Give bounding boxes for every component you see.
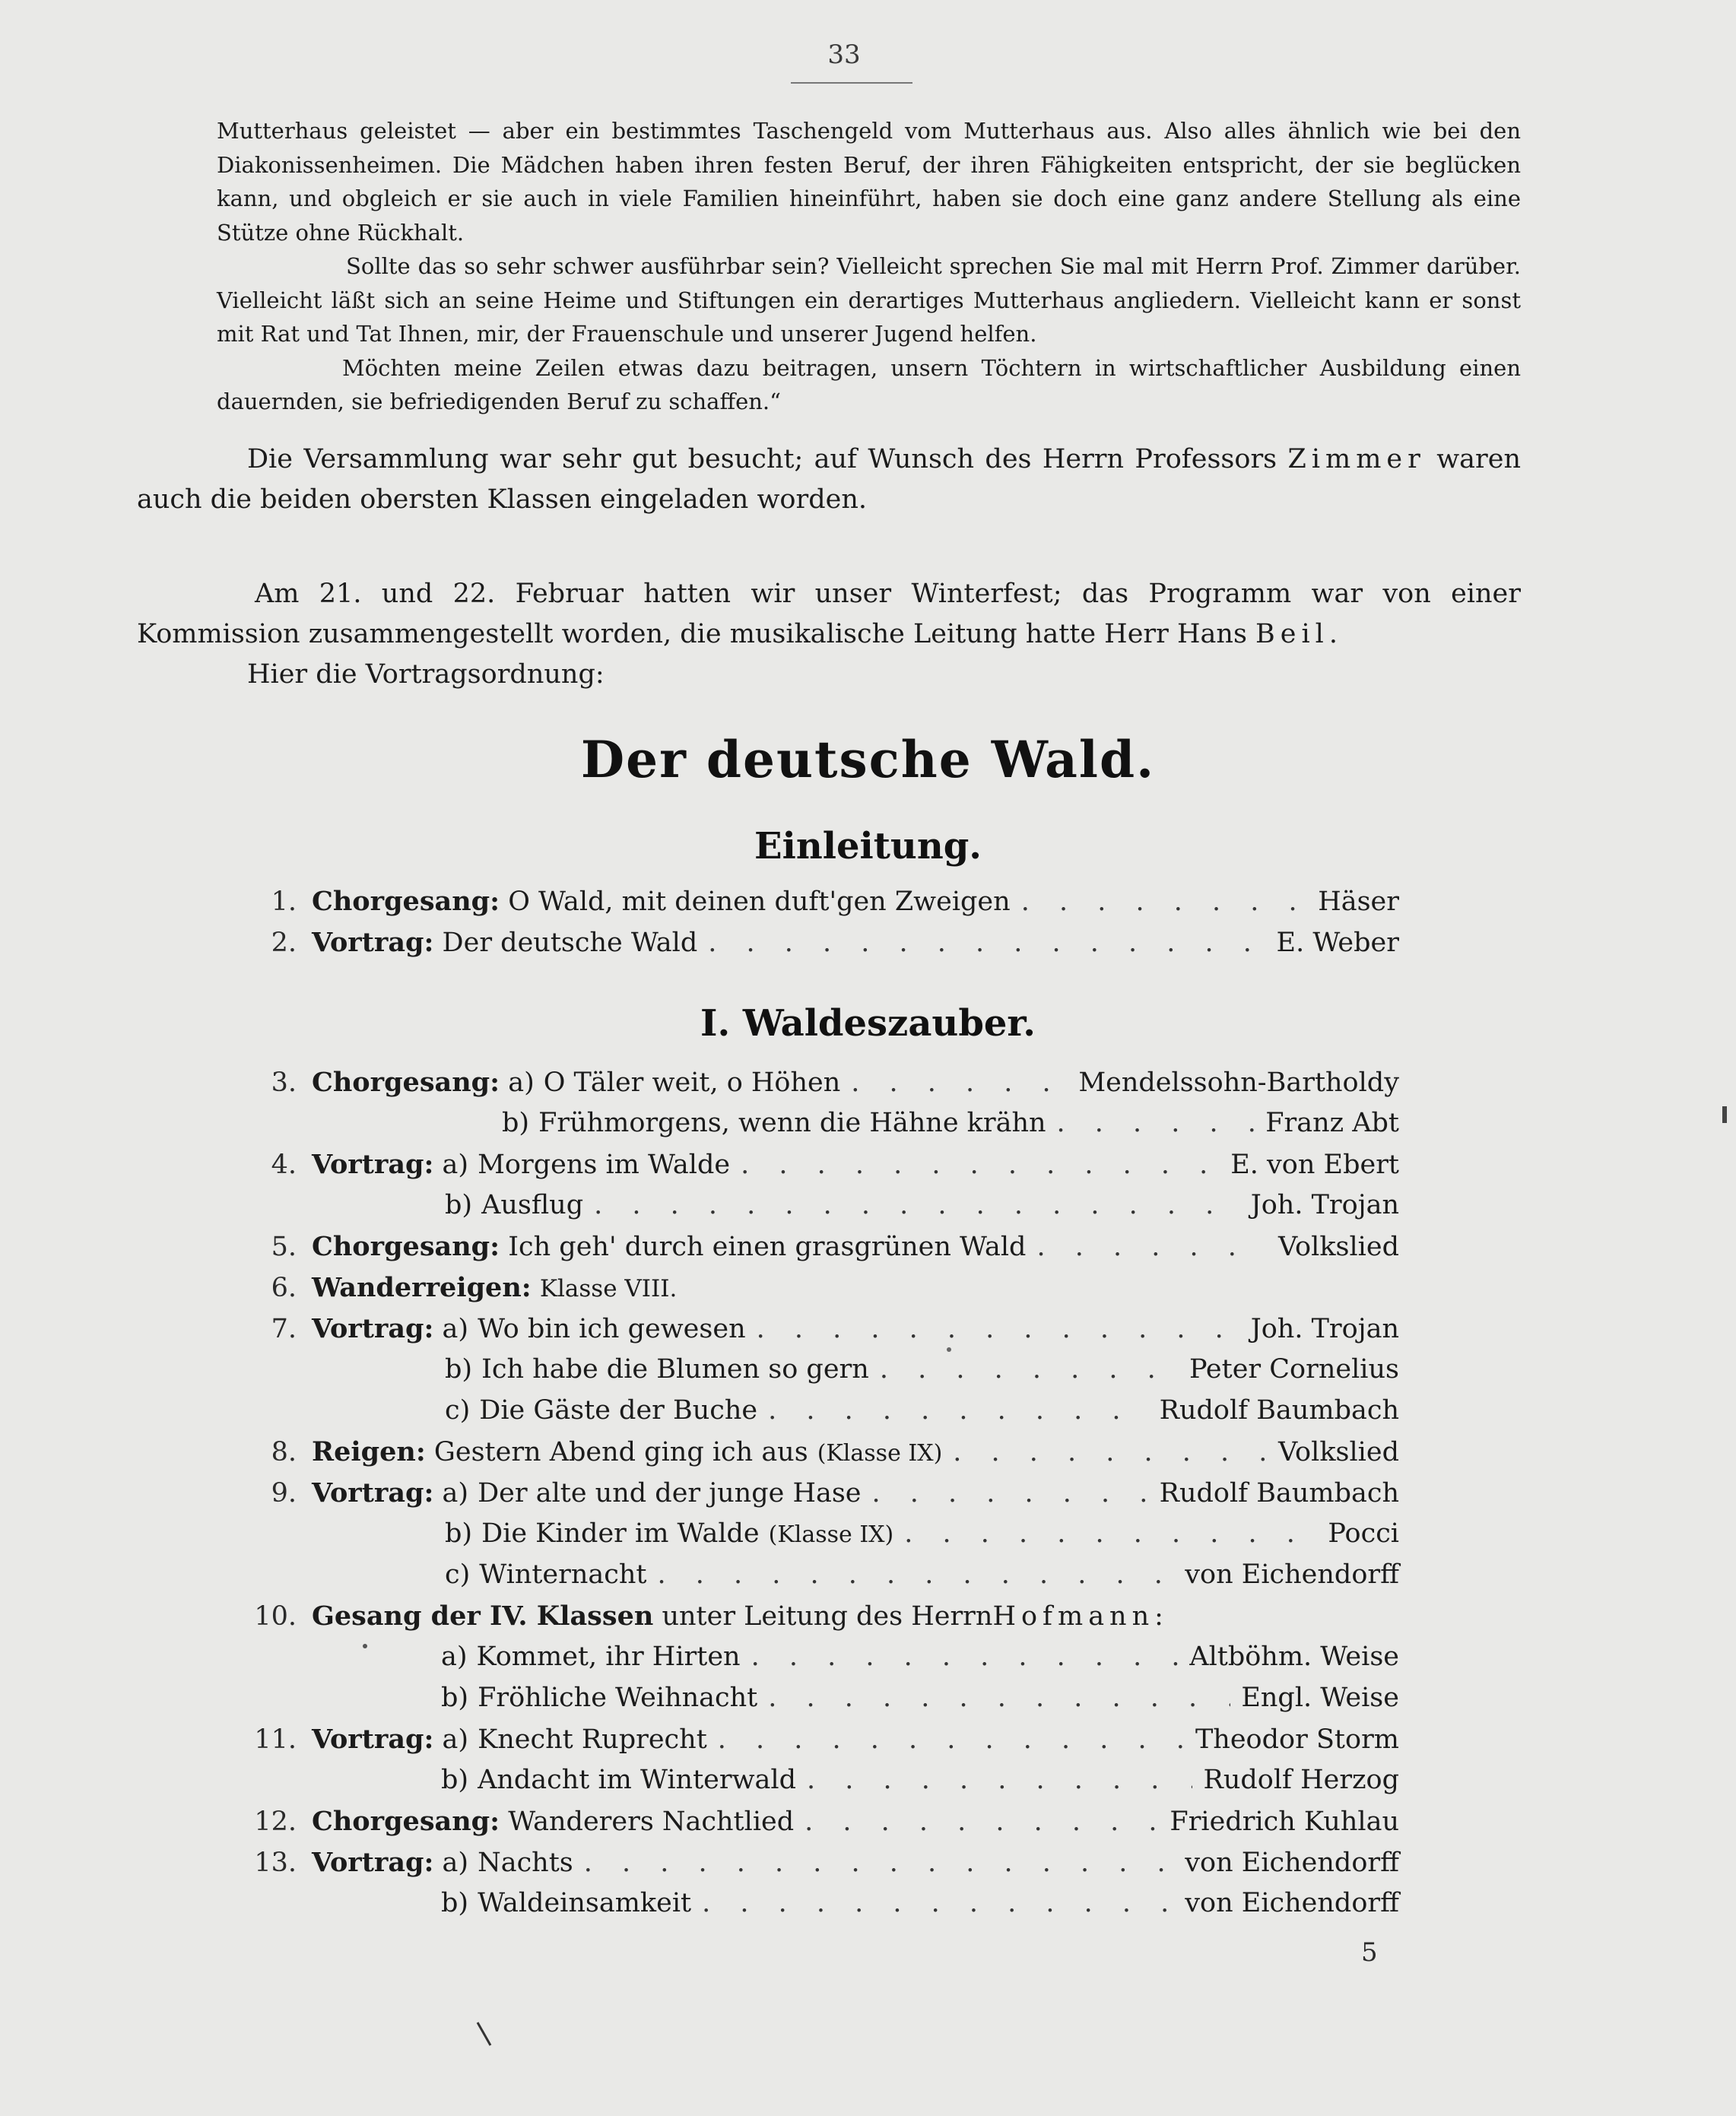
item-author: Peter Cornelius: [1189, 1354, 1399, 1385]
program-subitem: [445, 1354, 1399, 1395]
item-title: Die Gäste der Buche: [479, 1395, 758, 1426]
item-sub-letter: a): [442, 1150, 469, 1180]
leader-dots: [702, 1888, 1174, 1918]
program-item: [251, 1231, 1399, 1272]
item-kind: Vortrag:: [312, 1477, 434, 1508]
item-title: Frühmorgens, wenn die Hähne krähn: [538, 1108, 1046, 1138]
item-kind: Chorgesang:: [312, 1067, 500, 1098]
item-author: E. von Ebert: [1230, 1150, 1399, 1180]
item-title-end: :: [1154, 1601, 1163, 1632]
leader-dots: [708, 928, 1265, 958]
item-title: Andacht im Winterwald: [478, 1765, 797, 1795]
item-note: (Klasse IX): [768, 1521, 894, 1548]
item-author: Pocci: [1328, 1518, 1399, 1549]
leader-dots: [904, 1518, 1317, 1549]
winterfest-text: Am 21. und 22. Februar hatten wir unser Winterfest; das Programm war von einer Kommission zusammengestellt worden, die musikalische Leitung hatte Herr Hans: [137, 579, 1521, 649]
item-author: Engl. Weise: [1241, 1683, 1399, 1713]
leader-dots: [1036, 1232, 1268, 1262]
leader-dots: [880, 1354, 1179, 1385]
quote-paragraph-3: Möchten meine Zeilen etwas dazu beitragen, unsern Töchtern in wirtschaftlicher Ausbildung einen dauernden, sie befriedigenden Beruf zu schaffen.“: [217, 354, 1521, 414]
item-kind: Vortrag:: [312, 1313, 434, 1344]
item-title: Winternacht: [479, 1559, 647, 1590]
item-sub-letter: b): [445, 1354, 473, 1385]
item-title: Gestern Abend ging ich aus: [433, 1437, 808, 1467]
item-title: Klasse VIII.: [539, 1275, 678, 1302]
professor-name: Zimmer: [1287, 444, 1426, 474]
program-item: [251, 1272, 1399, 1313]
winterfest-text-end: .: [1328, 619, 1338, 649]
item-title: Der deutsche Wald: [442, 928, 698, 958]
program-item: [232, 1847, 1399, 1888]
item-title: Wo bin ich gewesen: [478, 1314, 746, 1344]
item-number: 9.: [271, 1478, 297, 1508]
item-author: Franz Abt: [1265, 1108, 1399, 1138]
item-kind: Vortrag:: [312, 927, 434, 958]
meeting-text-end: waren auch die beiden obersten Klassen eingeladen worden.: [137, 444, 1522, 515]
program-item: [251, 886, 1399, 927]
item-number: 7.: [271, 1314, 297, 1344]
item-title: Ausflug: [481, 1190, 584, 1220]
item-kind: Reigen:: [312, 1436, 426, 1467]
program-subitem: [441, 1888, 1399, 1929]
item-sub-letter: a): [442, 1478, 469, 1508]
item-sub-letter: b): [441, 1888, 469, 1918]
item-author: Altböhm. Weise: [1189, 1642, 1399, 1672]
item-number: 3.: [271, 1068, 297, 1098]
leader-dots: [872, 1478, 1149, 1508]
item-author: Friedrich Kuhlau: [1169, 1807, 1399, 1837]
meeting-text: Die Versammlung war sehr gut besucht; auf Wunsch des Herrn Professors: [247, 444, 1288, 474]
item-sub-letter: a): [442, 1724, 469, 1755]
program-subitem: [445, 1559, 1399, 1600]
leader-dots: [1057, 1108, 1255, 1138]
item-title: Nachts: [478, 1848, 573, 1878]
program-item: [251, 1477, 1399, 1518]
item-title: Ich habe die Blumen so gern: [481, 1354, 869, 1385]
item-kind: Wanderreigen:: [312, 1272, 532, 1303]
item-kind: Gesang der IV. Klassen: [312, 1600, 654, 1632]
item-note: (Klasse IX): [817, 1440, 943, 1467]
program-item: [232, 1724, 1399, 1765]
item-sub-letter: c): [445, 1559, 471, 1590]
item-author: Rudolf Herzog: [1203, 1765, 1399, 1795]
item-sub-letter: b): [441, 1765, 469, 1795]
item-kind: Chorgesang:: [312, 1806, 500, 1837]
item-sub-letter: c): [445, 1395, 471, 1426]
program-subitem: [445, 1518, 1399, 1559]
leader-dots: [805, 1807, 1159, 1837]
item-author: Volkslied: [1277, 1232, 1399, 1262]
program-subitem: [441, 1765, 1399, 1806]
item-author: Mendelssohn-Bartholdy: [1078, 1068, 1399, 1098]
item-number: 5.: [271, 1232, 297, 1262]
page-number-rule: [791, 82, 912, 84]
program-title: Der deutsche Wald.: [580, 730, 1156, 789]
item-title: Fröhliche Weihnacht: [478, 1683, 758, 1713]
item-sub-letter: b): [441, 1683, 469, 1713]
item-author: Theodor Storm: [1195, 1724, 1399, 1755]
item-sub-letter: a): [508, 1068, 535, 1098]
item-kind: Chorgesang:: [312, 886, 500, 917]
program-item: [251, 1436, 1399, 1477]
item-number: 10.: [254, 1601, 297, 1632]
letter-quote: [217, 114, 1521, 419]
item-number: 6.: [271, 1273, 297, 1303]
quote-paragraph-1: Mutterhaus geleistet — aber ein bestimmtes Taschengeld vom Mutterhaus aus. Also alles ähnlich wie bei den Diakonissenheimen. Die Mädchen haben ihren festen Beruf, der ihren Fähigkeiten entspricht, der sie beglücken kann, und obgleich er sie auch in viele Familien hineinführt, haben sie doch eine ganz andere Stellung als eine Stütze ohne Rückhalt.: [217, 118, 1521, 246]
item-title: unter Leitung des Herrn: [662, 1601, 993, 1632]
item-number: 2.: [271, 928, 297, 958]
item-sub-letter: a): [442, 1314, 469, 1344]
choir-leader: Hofmann: [992, 1601, 1155, 1632]
item-author: Volkslied: [1277, 1437, 1399, 1467]
item-sub-letter: b): [445, 1190, 473, 1220]
item-sub-letter: a): [442, 1848, 469, 1878]
leader-dots: [757, 1314, 1240, 1344]
item-number: 13.: [254, 1848, 297, 1878]
item-number: 4.: [271, 1150, 297, 1180]
item-kind: Vortrag:: [312, 1724, 434, 1755]
item-author: Rudolf Baumbach: [1159, 1395, 1399, 1426]
program-subitem: [445, 1190, 1399, 1231]
leader-dots: [851, 1068, 1068, 1098]
item-number: 8.: [271, 1437, 297, 1467]
program-subitem: [441, 1683, 1399, 1724]
signature-mark: 5: [1361, 1937, 1378, 1968]
item-author: Häser: [1318, 887, 1399, 917]
meeting-paragraph: [137, 439, 1521, 520]
item-author: Joh. Trojan: [1250, 1190, 1399, 1220]
item-kind: Vortrag:: [312, 1847, 434, 1878]
item-author: Joh. Trojan: [1250, 1314, 1399, 1344]
section-waldeszauber: I. Waldeszauber.: [700, 1002, 1036, 1045]
leader-dots: [768, 1683, 1230, 1713]
item-title: Kommet, ihr Hirten: [476, 1642, 741, 1672]
item-title: Wanderers Nachtlied: [508, 1807, 795, 1837]
item-author: E. Weber: [1276, 928, 1399, 958]
item-title: Der alte und der junge Hase: [478, 1478, 862, 1508]
item-title: O Wald, mit deinen duft'gen Zweigen: [508, 887, 1011, 917]
conductor-name: Beil: [1255, 619, 1329, 649]
item-number: 11.: [254, 1724, 297, 1755]
item-kind: Vortrag:: [312, 1149, 434, 1180]
program-item: [251, 1313, 1399, 1354]
item-title: Ich geh' durch einen grasgrünen Wald: [508, 1232, 1027, 1262]
leader-dots: [751, 1642, 1179, 1672]
leader-dots: [584, 1848, 1175, 1878]
item-title: Waldeinsamkeit: [478, 1888, 692, 1918]
program-subitem: [441, 1642, 1399, 1683]
winterfest-paragraph: [137, 574, 1521, 695]
program-item: [251, 1149, 1399, 1190]
item-number: 12.: [254, 1807, 297, 1837]
item-author: von Eichendorff: [1185, 1848, 1399, 1878]
program-intro: Hier die Vortragsordnung:: [247, 659, 605, 690]
leader-dots: [807, 1765, 1192, 1795]
item-title: O Täler weit, o Höhen: [543, 1068, 841, 1098]
item-title: Knecht Ruprecht: [478, 1724, 707, 1755]
item-title: Morgens im Walde: [478, 1150, 731, 1180]
item-number: 1.: [271, 887, 297, 917]
leader-dots: [718, 1724, 1185, 1755]
item-author: Rudolf Baumbach: [1159, 1478, 1399, 1508]
leader-dots: [1021, 887, 1308, 917]
quote-paragraph-2: Sollte das so sehr schwer ausführbar sein? Vielleicht sprechen Sie mal mit Herrn Prof. Zimmer darüber. Vielleicht läßt sich an seine Heime und Stiftungen ein derartiges Mutterhaus angliedern. Vielleicht kann er sonst mit Rat und Tat Ihnen, mir, der Frauenschule und unserer Jugend helfen.: [217, 253, 1521, 347]
program-item: [232, 1806, 1399, 1847]
program-subitem: [445, 1395, 1399, 1436]
leader-dots: [953, 1437, 1268, 1467]
item-author: von Eichendorff: [1185, 1888, 1399, 1918]
item-sub-letter: b): [445, 1518, 473, 1549]
page-number: 33: [827, 40, 861, 70]
program-subitem: [502, 1108, 1399, 1149]
program-item: [251, 927, 1399, 968]
program-item: [251, 1067, 1399, 1108]
item-kind: Chorgesang:: [312, 1231, 500, 1262]
item-title: Die Kinder im Walde: [481, 1518, 760, 1549]
leader-dots: [768, 1395, 1148, 1426]
program-item: [232, 1600, 1399, 1642]
item-sub-letter: a): [441, 1642, 468, 1672]
item-sub-letter: b): [502, 1108, 530, 1138]
section-introduction: Einleitung.: [754, 825, 982, 868]
leader-dots: [658, 1559, 1175, 1590]
leader-dots: [741, 1150, 1220, 1180]
leader-dots: [594, 1190, 1240, 1220]
item-author: von Eichendorff: [1185, 1559, 1399, 1590]
